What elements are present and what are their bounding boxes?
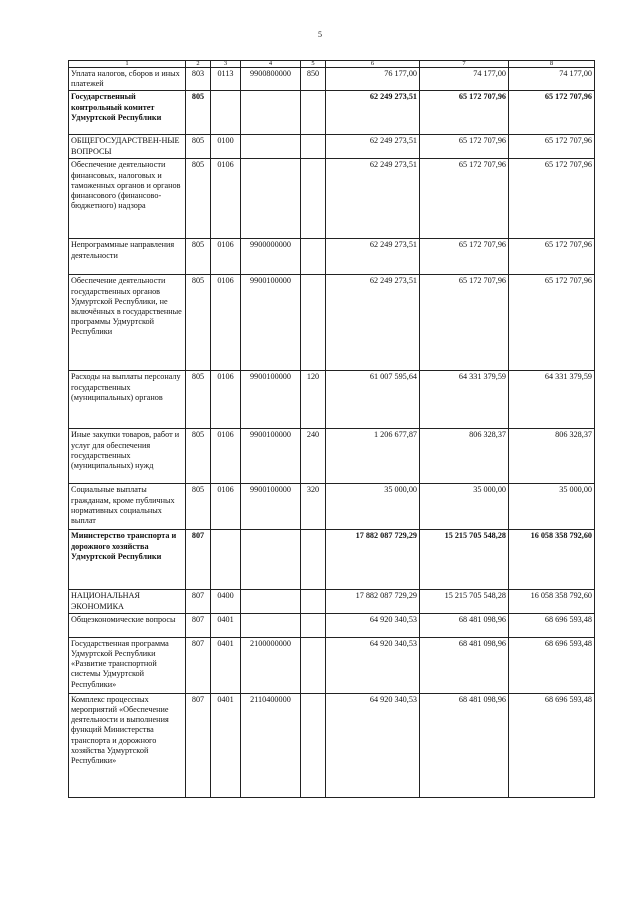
amount-year2-cell: 15 215 705 548,28 [420,590,509,613]
amount-year3-cell: 35 000,00 [509,484,595,530]
table-row [69,590,595,613]
row-name-cell: Обеспечение деятельности государственных органов Удмуртской Республики, не включённых в государственные программы Удмуртской Республики [69,275,186,371]
amount-year3-cell: 64 331 379,59 [509,371,595,429]
section-code-cell: 0106 [211,159,241,239]
target-article-cell: 2110400000 [241,693,301,797]
amount-year2-cell: 68 481 098,96 [420,693,509,797]
amount-year3-cell: 65 172 707,96 [509,275,595,371]
target-article-cell [241,135,301,159]
section-code-cell: 0100 [211,135,241,159]
column-number: 5 [301,61,326,68]
amount-year3-cell: 16 058 358 792,60 [509,530,595,590]
table-row [69,530,595,590]
target-article-cell: 9900000000 [241,239,301,275]
table-row [69,239,595,275]
amount-year2-cell: 65 172 707,96 [420,91,509,135]
section-code-cell: 0401 [211,613,241,637]
expense-type-cell: 240 [301,429,326,484]
row-name-cell: Обеспечение деятельности финансовых, налоговых и таможенных органов и органов финансового (финансово-бюджетного) надзора [69,159,186,239]
amount-year1-cell: 62 249 273,51 [326,91,420,135]
grbs-code-cell: 805 [186,135,211,159]
amount-year2-cell: 68 481 098,96 [420,613,509,637]
amount-year3-cell: 68 696 593,48 [509,613,595,637]
amount-year2-cell: 65 172 707,96 [420,239,509,275]
grbs-code-cell: 805 [186,91,211,135]
target-article-cell: 9900100000 [241,484,301,530]
expense-type-cell [301,275,326,371]
grbs-code-cell: 807 [186,590,211,613]
table-row [69,68,595,91]
section-code-cell: 0113 [211,68,241,91]
section-code-cell [211,91,241,135]
table-row [69,693,595,797]
amount-year1-cell: 64 920 340,53 [326,693,420,797]
grbs-code-cell: 807 [186,637,211,693]
amount-year1-cell: 62 249 273,51 [326,239,420,275]
expense-type-cell [301,693,326,797]
grbs-code-cell: 807 [186,530,211,590]
target-article-cell: 9900100000 [241,371,301,429]
expense-type-cell [301,239,326,275]
grbs-code-cell: 805 [186,275,211,371]
column-number: 1 [69,61,186,68]
expense-type-cell: 120 [301,371,326,429]
amount-year2-cell: 65 172 707,96 [420,135,509,159]
amount-year1-cell: 62 249 273,51 [326,135,420,159]
section-code-cell: 0106 [211,371,241,429]
amount-year1-cell: 62 249 273,51 [326,275,420,371]
amount-year2-cell: 64 331 379,59 [420,371,509,429]
table-row [69,91,595,135]
section-code-cell: 0106 [211,484,241,530]
row-name-cell: Расходы на выплаты персоналу государственных (муниципальных) органов [69,371,186,429]
column-number: 3 [211,61,241,68]
grbs-code-cell: 807 [186,693,211,797]
column-number: 8 [509,61,595,68]
amount-year2-cell: 15 215 705 548,28 [420,530,509,590]
section-code-cell: 0106 [211,429,241,484]
column-number-row [69,61,595,68]
expense-type-cell [301,590,326,613]
amount-year3-cell: 65 172 707,96 [509,239,595,275]
amount-year3-cell: 74 177,00 [509,68,595,91]
table-row [69,613,595,637]
column-number: 2 [186,61,211,68]
amount-year1-cell: 61 007 595,64 [326,371,420,429]
grbs-code-cell: 805 [186,429,211,484]
amount-year1-cell: 35 000,00 [326,484,420,530]
amount-year2-cell: 68 481 098,96 [420,637,509,693]
expense-type-cell: 850 [301,68,326,91]
table-row [69,275,595,371]
row-name-cell: Государственная программа Удмуртской Республики «Развитие транспортной системы Удмуртской Республики» [69,637,186,693]
target-article-cell [241,530,301,590]
table-row [69,371,595,429]
amount-year1-cell: 62 249 273,51 [326,159,420,239]
target-article-cell: 9900800000 [241,68,301,91]
amount-year3-cell: 65 172 707,96 [509,135,595,159]
expense-type-cell [301,613,326,637]
row-name-cell: ОБЩЕГОСУДАРСТВЕН-НЫЕ ВОПРОСЫ [69,135,186,159]
target-article-cell [241,613,301,637]
page-number: 5 [318,30,322,39]
target-article-cell: 9900100000 [241,429,301,484]
section-code-cell: 0401 [211,693,241,797]
amount-year3-cell: 68 696 593,48 [509,637,595,693]
row-name-cell: Общеэкономические вопросы [69,613,186,637]
amount-year3-cell: 68 696 593,48 [509,693,595,797]
column-number: 6 [326,61,420,68]
amount-year2-cell: 35 000,00 [420,484,509,530]
grbs-code-cell: 803 [186,68,211,91]
budget-table [68,60,595,798]
section-code-cell: 0106 [211,239,241,275]
amount-year2-cell: 74 177,00 [420,68,509,91]
amount-year1-cell: 76 177,00 [326,68,420,91]
amount-year1-cell: 17 882 087 729,29 [326,530,420,590]
section-code-cell: 0401 [211,637,241,693]
target-article-cell [241,91,301,135]
grbs-code-cell: 805 [186,239,211,275]
row-name-cell: Комплекс процессных мероприятий «Обеспечение деятельности и выполнения функций Министерства транспорта и дорожного хозяйства Удмуртской Республики» [69,693,186,797]
amount-year2-cell: 65 172 707,96 [420,159,509,239]
row-name-cell: Социальные выплаты гражданам, кроме публичных нормативных социальных выплат [69,484,186,530]
grbs-code-cell: 807 [186,613,211,637]
row-name-cell: Непрограммные направления деятельности [69,239,186,275]
amount-year3-cell: 65 172 707,96 [509,159,595,239]
row-name-cell: НАЦИОНАЛЬНАЯ ЭКОНОМИКА [69,590,186,613]
table-row [69,429,595,484]
amount-year3-cell: 65 172 707,96 [509,91,595,135]
grbs-code-cell: 805 [186,484,211,530]
section-code-cell [211,530,241,590]
expense-type-cell [301,91,326,135]
column-number: 4 [241,61,301,68]
target-article-cell: 2100000000 [241,637,301,693]
expense-type-cell [301,135,326,159]
grbs-code-cell: 805 [186,159,211,239]
target-article-cell [241,159,301,239]
expense-type-cell [301,530,326,590]
table-row [69,159,595,239]
grbs-code-cell: 805 [186,371,211,429]
table-row [69,135,595,159]
amount-year1-cell: 64 920 340,53 [326,637,420,693]
amount-year1-cell: 17 882 087 729,29 [326,590,420,613]
row-name-cell: Уплата налогов, сборов и иных платежей [69,68,186,91]
section-code-cell: 0400 [211,590,241,613]
row-name-cell: Иные закупки товаров, работ и услуг для обеспечения государственных (муниципальных) нужд [69,429,186,484]
amount-year2-cell: 806 328,37 [420,429,509,484]
amount-year2-cell: 65 172 707,96 [420,275,509,371]
target-article-cell: 9900100000 [241,275,301,371]
expense-type-cell [301,159,326,239]
target-article-cell [241,590,301,613]
row-name-cell: Министерство транспорта и дорожного хозяйства Удмуртской Республики [69,530,186,590]
section-code-cell: 0106 [211,275,241,371]
table-row [69,637,595,693]
amount-year3-cell: 806 328,37 [509,429,595,484]
amount-year1-cell: 1 206 677,87 [326,429,420,484]
table-row [69,484,595,530]
expense-type-cell [301,637,326,693]
amount-year3-cell: 16 058 358 792,60 [509,590,595,613]
expense-type-cell: 320 [301,484,326,530]
amount-year1-cell: 64 920 340,53 [326,613,420,637]
column-number: 7 [420,61,509,68]
row-name-cell: Государственный контрольный комитет Удмуртской Республики [69,91,186,135]
